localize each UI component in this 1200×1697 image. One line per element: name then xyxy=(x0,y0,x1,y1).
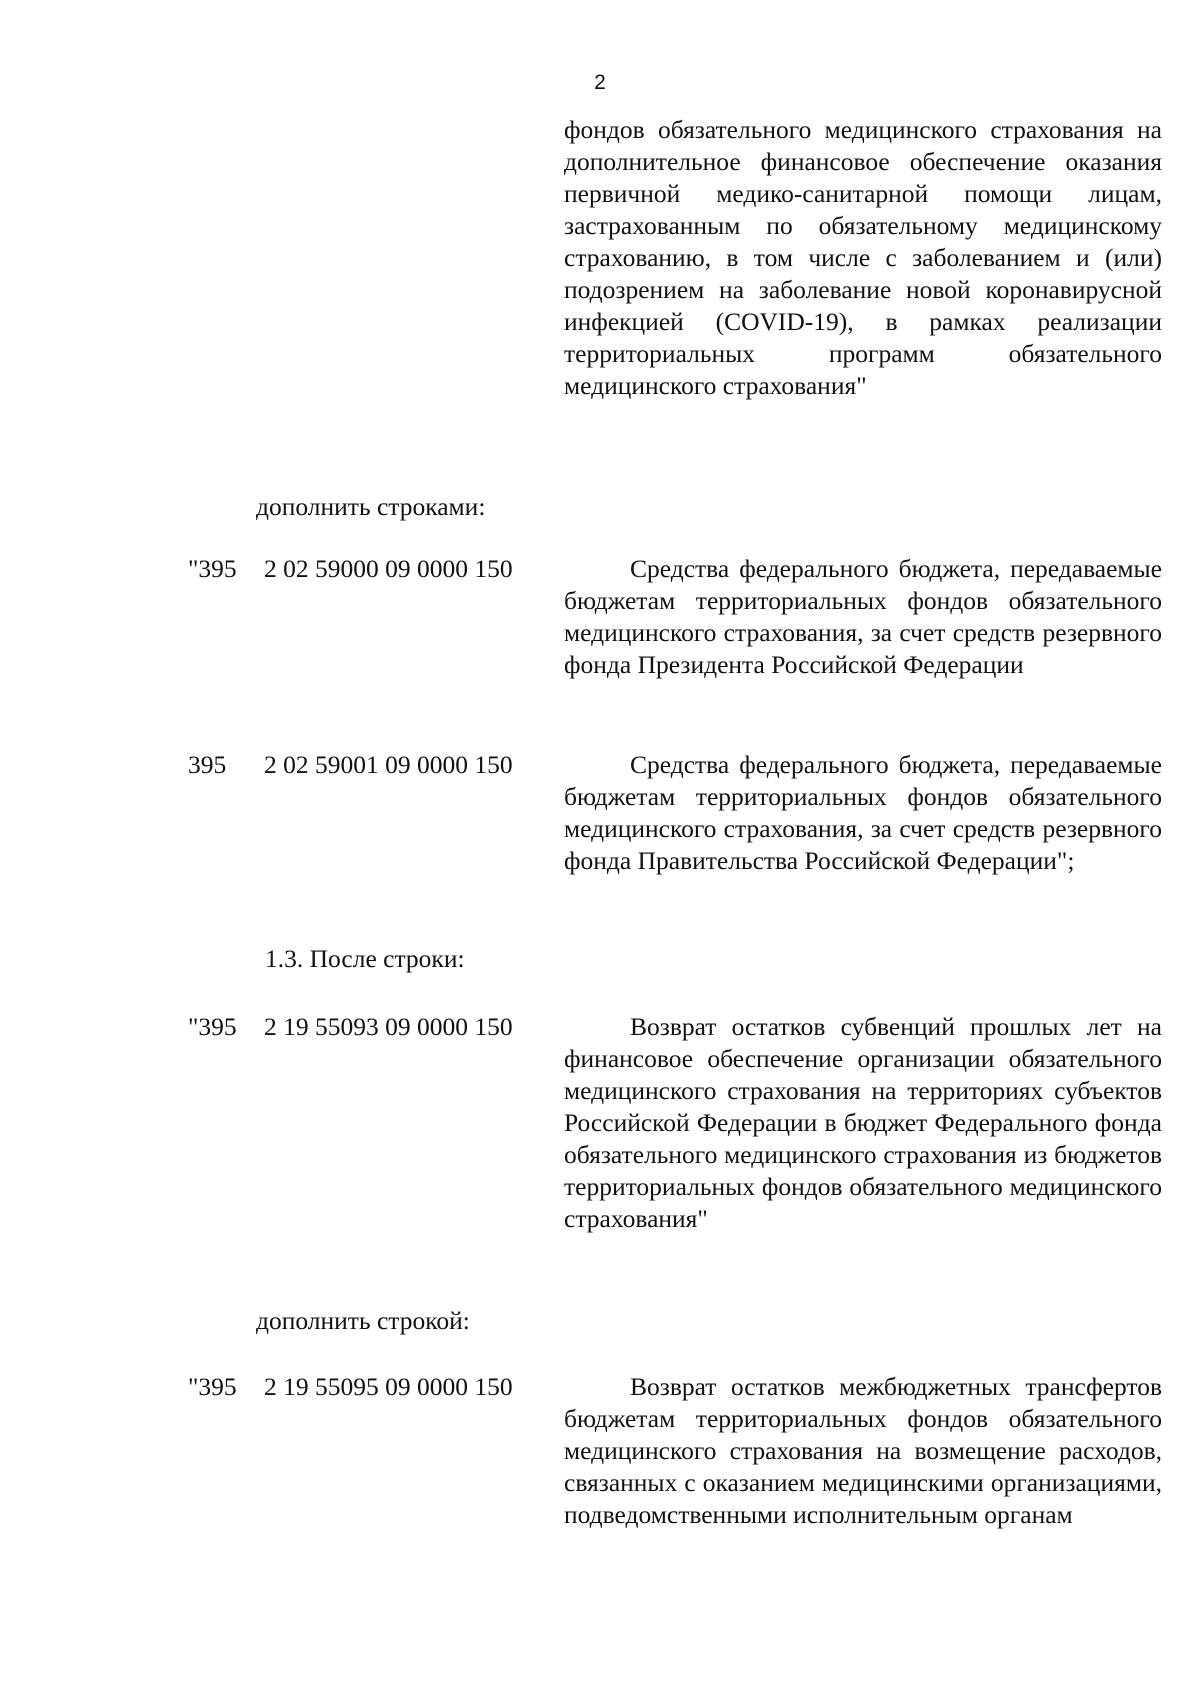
admin-code: "395 xyxy=(188,1012,237,1041)
continuation-text: фондов обязательного медицинского страхования на дополнительное финансовое обеспечение оказания первичной медико-санитарной помощи лицам, застрахованным по обязательному медицинскому страхованию, в том числе с заболеванием и (или) подозрением на заболевание новой коронавирусной инфекцией (COVID-19), в рамках реализации территориальных программ обязательного медицинского страхования" xyxy=(564,115,1162,400)
row-description: Средства федерального бюджета, передаваемые бюджетам территориальных фондов обязательного медицинского страхования, за счет средств резервного фонда Правительства Российской Федерации"; xyxy=(564,750,1162,875)
instruction-add-rows: дополнить строками: xyxy=(256,492,486,521)
admin-code: 395 xyxy=(188,750,227,779)
instruction-add-row: дополнить строкой: xyxy=(256,1306,470,1335)
row-description: Средства федерального бюджета, передаваемые бюджетам территориальных фондов обязательного медицинского страхования, за счет средств резервного фонда Президента Российской Федерации xyxy=(564,554,1162,679)
page-number: 2 xyxy=(594,71,606,94)
budget-classification-code: 2 02 59000 09 0000 150 xyxy=(264,554,513,583)
row-description: Возврат остатков межбюджетных трансфертов бюджетам территориальных фондов обязательного медицинского страхования на возмещение расходов, связанных с оказанием медицинскими организациями, подведомственными исполнительным органам xyxy=(564,1372,1162,1529)
admin-code: "395 xyxy=(188,554,237,583)
row-description: Возврат остатков субвенций прошлых лет на финансовое обеспечение организации обязательного медицинского страхования на территориях субъектов Российской Федерации в бюджет Федерального фонда обязательного медицинского страхования из бюджетов территориальных фондов обязательного медицинского страхования" xyxy=(564,1012,1162,1233)
admin-code: "395 xyxy=(188,1372,237,1401)
budget-classification-code: 2 02 59001 09 0000 150 xyxy=(264,750,513,779)
section-heading: 1.3. После строки: xyxy=(265,944,465,973)
budget-classification-code: 2 19 55093 09 0000 150 xyxy=(264,1012,513,1041)
budget-classification-code: 2 19 55095 09 0000 150 xyxy=(264,1372,513,1401)
